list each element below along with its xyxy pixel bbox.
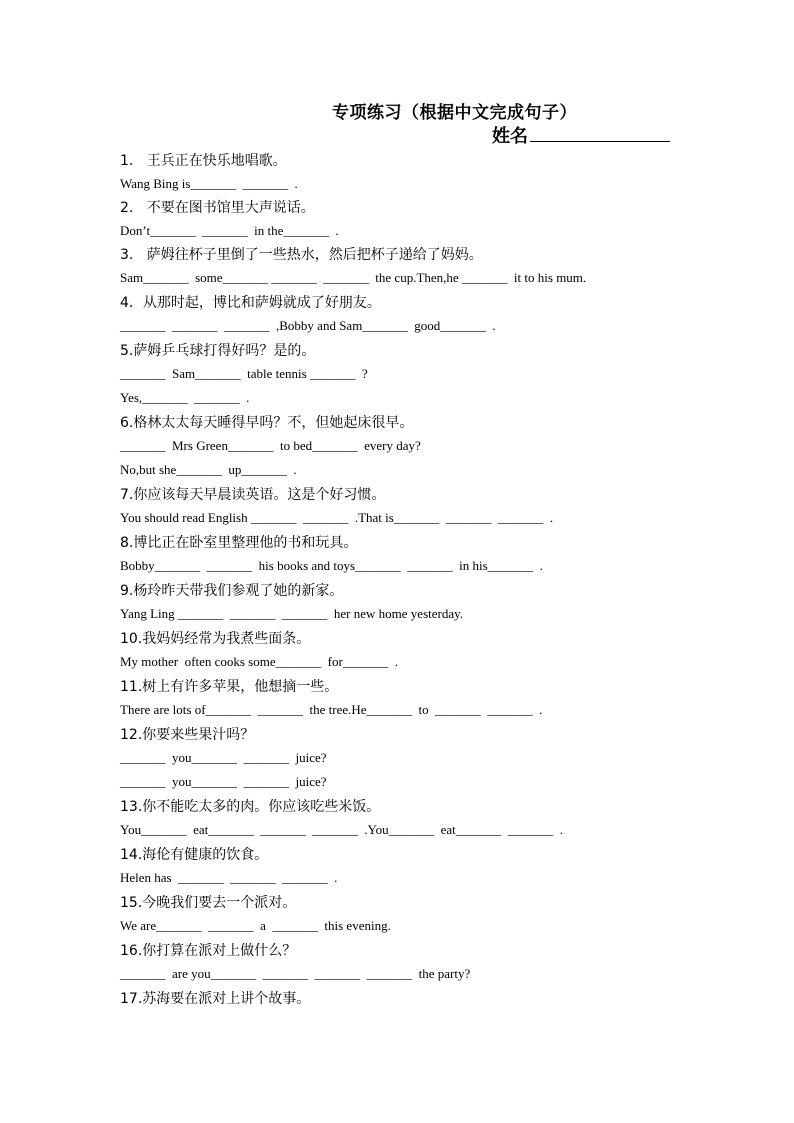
question-chinese: 7.你应该每天早晨读英语。这是个好习惯。 xyxy=(120,487,386,503)
name-blank-line[interactable] xyxy=(530,125,670,142)
answer-line: There are lots of_______ _______ the tree.He_______ to _______ _______ . xyxy=(120,702,543,717)
question-chinese: 2. 不要在图书馆里大声说话。 xyxy=(120,200,315,216)
answer-line: Don’t_______ _______ in the_______ . xyxy=(120,223,339,238)
answer-line: My mother often cooks some_______ for_______ . xyxy=(120,654,399,669)
answer-line: Helen has _______ _______ _______ . xyxy=(120,870,338,885)
page-title: 专项练习（根据中文完成句子） xyxy=(332,103,577,123)
question-chinese: 12.你要来些果汁吗？ xyxy=(120,727,255,743)
question-chinese: 9.杨玲昨天带我们参观了她的新家。 xyxy=(120,583,344,599)
question-chinese: 8.博比正在卧室里整理他的书和玩具。 xyxy=(120,535,358,551)
question-chinese: 4．从那时起，博比和萨姆就成了好朋友。 xyxy=(120,295,381,311)
question-chinese: 5.萨姆乒乓球打得好吗？是的。 xyxy=(120,343,316,359)
question-chinese: 16.你打算在派对上做什么？ xyxy=(120,943,297,959)
name-label: 姓名 xyxy=(492,126,528,147)
answer-line: You_______ eat_______ _______ _______ .You_______ eat_______ _______ . xyxy=(120,822,563,837)
answer-line: No,but she_______ up_______ . xyxy=(120,462,297,477)
answer-line: We are_______ _______ a _______ this evening. xyxy=(120,918,391,933)
answer-line: Yang Ling _______ _______ _______ her new home yesterday. xyxy=(120,606,464,621)
answer-line: Yes,_______ _______ . xyxy=(120,390,250,405)
answer-line: _______ Mrs Green_______ to bed_______ every day? xyxy=(120,438,421,453)
answer-line: _______ you_______ _______ juice? xyxy=(120,750,327,765)
answer-line: _______ Sam_______ table tennis _______ ? xyxy=(120,366,368,381)
question-chinese: 11.树上有许多苹果，他想摘一些。 xyxy=(120,679,339,695)
answer-line: _______ you_______ _______ juice? xyxy=(120,774,327,789)
answer-line: _______ are you_______ _______ _______ _______ the party? xyxy=(120,966,471,981)
answer-line: You should read English _______ _______ .That is_______ _______ _______ . xyxy=(120,510,554,525)
answer-line: Wang Bing is_______ _______ . xyxy=(120,176,298,191)
question-chinese: 1. 王兵正在快乐地唱歌。 xyxy=(120,153,287,169)
answer-line: Bobby_______ _______ his books and toys_______ _______ in his_______ . xyxy=(120,558,543,573)
answer-line: _______ _______ _______ ,Bobby and Sam_______ good_______ . xyxy=(120,318,496,333)
question-chinese: 14.海伦有健康的饮食。 xyxy=(120,847,269,863)
name-field xyxy=(492,122,670,148)
answer-line: Sam_______ some_______ _______ _______ the cup.Then,he _______ it to his mum. xyxy=(120,270,587,285)
question-chinese: 3. 萨姆往杯子里倒了一些热水，然后把杯子递给了妈妈。 xyxy=(120,247,483,263)
question-chinese: 6.格林太太每天睡得早吗？不，但她起床很早。 xyxy=(120,415,414,431)
question-chinese: 15.今晚我们要去一个派对。 xyxy=(120,895,297,911)
question-chinese: 17.苏海要在派对上讲个故事。 xyxy=(120,991,311,1007)
question-chinese: 13.你不能吃太多的肉。你应该吃些米饭。 xyxy=(120,799,381,815)
question-chinese: 10.我妈妈经常为我煮些面条。 xyxy=(120,631,311,647)
